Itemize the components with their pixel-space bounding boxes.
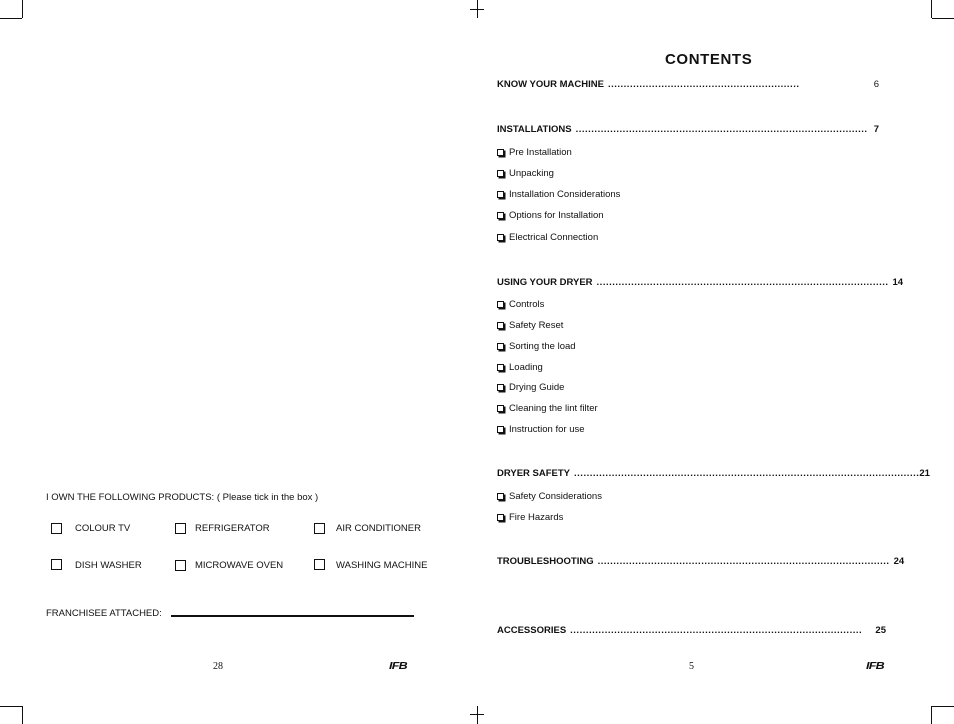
colour-tv-checkbox[interactable] <box>51 523 62 534</box>
checkbox-icon <box>497 405 504 412</box>
crop-mark <box>932 706 954 707</box>
toc-subitem[interactable] <box>497 512 563 523</box>
owns-products-text: I OWN THE FOLLOWING PRODUCTS: ( Please tick in the box ) <box>46 492 319 503</box>
crop-mark <box>22 706 23 724</box>
toc-entry-label: ACCESSORIES <box>497 625 567 636</box>
toc-subitem-label: Safety Reset <box>509 320 564 331</box>
toc-leader: .............................................................................................................. <box>574 468 920 479</box>
dish-washer-checkbox[interactable] <box>51 559 62 570</box>
toc-entry-label: INSTALLATIONS <box>497 124 572 135</box>
toc-subitem[interactable] <box>497 341 576 352</box>
toc-subitem-label: Instruction for use <box>509 424 585 435</box>
toc-subitem[interactable] <box>497 210 604 221</box>
crop-mark <box>0 18 22 19</box>
toc-entry-page: 14 <box>892 277 904 288</box>
franchisee-label: FRANCHISEE ATTACHED: <box>46 608 162 619</box>
contents-title: CONTENTS <box>665 51 753 68</box>
washing-machine-checkbox[interactable] <box>314 559 325 570</box>
page-number: 28 <box>213 661 223 672</box>
toc-entry[interactable] <box>497 625 886 638</box>
toc-subitem[interactable] <box>497 320 563 331</box>
washing-machine-label: WASHING MACHINE <box>336 560 428 571</box>
refrigerator-label: REFRIGERATOR <box>195 523 270 534</box>
toc-subitem[interactable] <box>497 403 598 414</box>
toc-subitem[interactable] <box>497 491 602 502</box>
checkbox-icon <box>497 149 504 156</box>
checkbox-icon <box>497 514 504 521</box>
colour-tv-label: COLOUR TV <box>75 523 131 534</box>
microwave-oven-checkbox[interactable] <box>175 560 186 571</box>
ifb-logo: IFB <box>389 661 407 672</box>
toc-subitem[interactable] <box>497 147 572 158</box>
crop-mark <box>470 9 484 10</box>
checkbox-icon <box>497 343 504 350</box>
toc-leader: ............................................................................................. <box>596 277 889 288</box>
checkbox-icon <box>497 384 504 391</box>
checkbox-icon <box>497 212 504 219</box>
toc-subitem-label: Safety Considerations <box>509 491 602 502</box>
toc-subitem[interactable] <box>497 299 544 310</box>
toc-entry[interactable] <box>497 556 905 569</box>
toc-subitem-label: Controls <box>509 299 545 310</box>
toc-subitem[interactable] <box>497 382 564 393</box>
checkbox-icon <box>497 301 504 308</box>
toc-entry-label: KNOW YOUR MACHINE <box>497 79 604 90</box>
franchisee-field[interactable] <box>171 615 414 617</box>
toc-entry-page: 21 <box>919 468 930 479</box>
crop-mark <box>0 706 22 707</box>
toc-entry[interactable] <box>497 124 886 137</box>
dish-washer-label: DISH WASHER <box>75 560 142 571</box>
microwave-oven-label: MICROWAVE OVEN <box>195 560 284 571</box>
toc-entry-label: USING YOUR DRYER <box>497 277 593 288</box>
checkbox-icon <box>497 322 504 329</box>
crop-mark <box>22 0 23 18</box>
toc-entry-page: 7 <box>873 124 879 135</box>
checkbox-icon <box>497 170 504 177</box>
toc-subitem[interactable] <box>497 189 620 200</box>
toc-entry-page: 6 <box>873 79 879 90</box>
toc-leader: ............................................................................................. <box>575 124 868 135</box>
toc-leader: ............................................................................................. <box>570 625 863 636</box>
toc-subitem-label: Electrical Connection <box>509 232 599 243</box>
crop-mark <box>931 0 932 18</box>
toc-entry-page: 25 <box>875 625 886 636</box>
toc-subitem[interactable] <box>497 232 598 243</box>
checkbox-icon <box>497 426 504 433</box>
air-conditioner-label: AIR CONDITIONER <box>336 523 421 534</box>
toc-subitem-label: Fire Hazards <box>509 512 564 523</box>
crop-mark <box>932 18 954 19</box>
toc-entry[interactable] <box>497 79 886 92</box>
checkbox-icon <box>497 234 504 241</box>
toc-subitem[interactable] <box>497 424 585 435</box>
toc-entry-label: DRYER SAFETY <box>497 468 571 479</box>
toc-entry-page: 24 <box>893 556 905 567</box>
page-number: 5 <box>689 661 694 672</box>
toc-subitem[interactable] <box>497 168 554 179</box>
toc-subitem-label: Options for Installation <box>509 210 604 221</box>
checkbox-icon <box>497 493 504 500</box>
toc-entry[interactable] <box>497 468 930 481</box>
toc-subitem-label: Cleaning the lint filter <box>509 403 598 414</box>
toc-entry-label: TROUBLESHOOTING <box>497 556 594 567</box>
crop-mark <box>470 714 484 715</box>
checkbox-icon <box>497 364 504 371</box>
air-conditioner-checkbox[interactable] <box>314 523 325 534</box>
toc-subitem[interactable] <box>497 362 543 373</box>
ifb-logo: IFB <box>866 661 884 672</box>
toc-leader: ............................................................................................. <box>597 556 890 567</box>
refrigerator-checkbox[interactable] <box>175 523 186 534</box>
toc-leader: ............................................................. <box>607 79 800 90</box>
toc-subitem-label: Unpacking <box>509 168 554 179</box>
toc-subitem-label: Installation Considerations <box>509 189 621 200</box>
toc-subitem-label: Pre Installation <box>509 147 572 158</box>
toc-subitem-label: Loading <box>509 362 543 373</box>
toc-subitem-label: Drying Guide <box>509 382 565 393</box>
crop-mark <box>931 706 932 724</box>
toc-entry[interactable] <box>497 277 904 290</box>
toc-subitem-label: Sorting the load <box>509 341 576 352</box>
checkbox-icon <box>497 191 504 198</box>
